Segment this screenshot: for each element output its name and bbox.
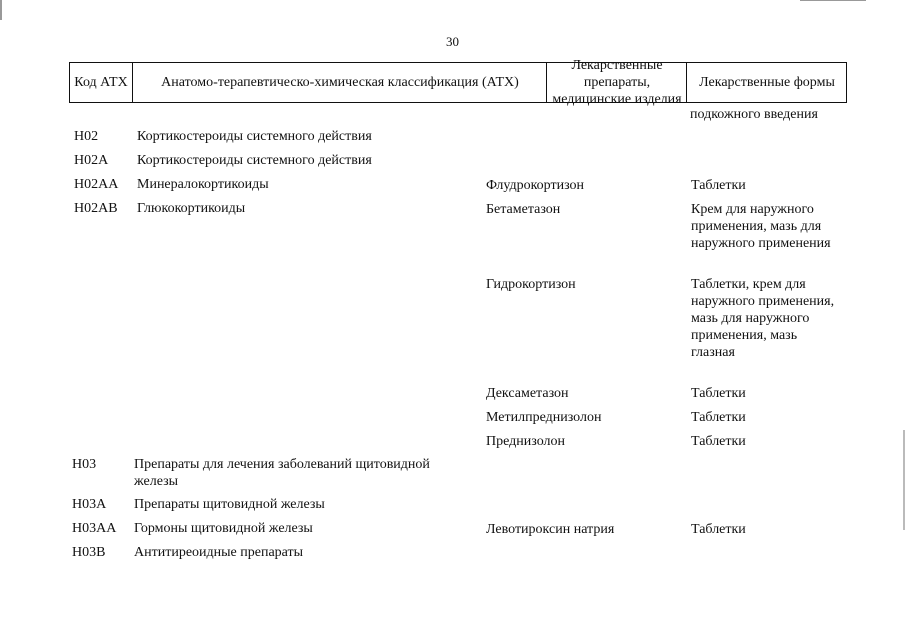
row-drug: Метилпреднизолон (486, 410, 602, 425)
row-drug: Преднизолон (486, 434, 565, 449)
row-form: Таблетки, крем для наружного применения, мазь для наружного применения, мазь глазная (691, 277, 835, 360)
row-name: Кортикостероиды системного действия (137, 129, 372, 144)
scan-top-mark (800, 0, 866, 1)
row-name: Препараты для лечения заболеваний щитовидной железы (134, 457, 430, 489)
row-drug: Дексаметазон (486, 386, 569, 401)
carryover-form-text: подкожного введения (690, 107, 818, 122)
row-form: Таблетки (691, 410, 746, 425)
row-name: Кортикостероиды системного действия (137, 153, 372, 168)
row-name: Глюкокортикоиды (137, 201, 246, 216)
row-code: H03 (72, 457, 97, 472)
page-number: 30 (446, 34, 459, 49)
row-code: H02 (74, 129, 99, 144)
row-form: Таблетки (691, 386, 746, 401)
row-code: H03AA (72, 521, 117, 536)
row-drug: Левотироксин натрия (486, 522, 615, 537)
header-forms: Лекарственные формы (686, 63, 847, 102)
row-drug: Бетаметазон (486, 202, 561, 217)
row-form: Крем для наружного применения, мазь для наружного применения (691, 202, 831, 251)
row-drug: Гидрокортизон (486, 277, 576, 292)
row-name: Минералокортикоиды (137, 177, 269, 192)
row-code: H03B (72, 545, 106, 560)
row-name: Препараты щитовидной железы (134, 497, 325, 512)
row-code: H02AB (74, 201, 118, 216)
header-classification: Анатомо-терапевтическо-химическая классификация (АТХ) (132, 63, 547, 102)
row-name: Антитиреоидные препараты (134, 545, 304, 560)
row-code: H03A (72, 497, 107, 512)
row-form: Таблетки (691, 178, 746, 193)
row-code: H02AA (74, 177, 119, 192)
header-code: Код АТХ (74, 75, 128, 90)
table-header (69, 58, 847, 107)
row-drug: Флудрокортизон (486, 178, 585, 193)
header-drugs: Лекарственные препараты, медицинские изделия (546, 63, 687, 102)
row-form: Таблетки (691, 434, 746, 449)
row-form: Таблетки (691, 522, 746, 537)
row-name: Гормоны щитовидной железы (134, 521, 313, 536)
row-code: H02A (74, 153, 109, 168)
scan-edge-mark (0, 0, 2, 20)
